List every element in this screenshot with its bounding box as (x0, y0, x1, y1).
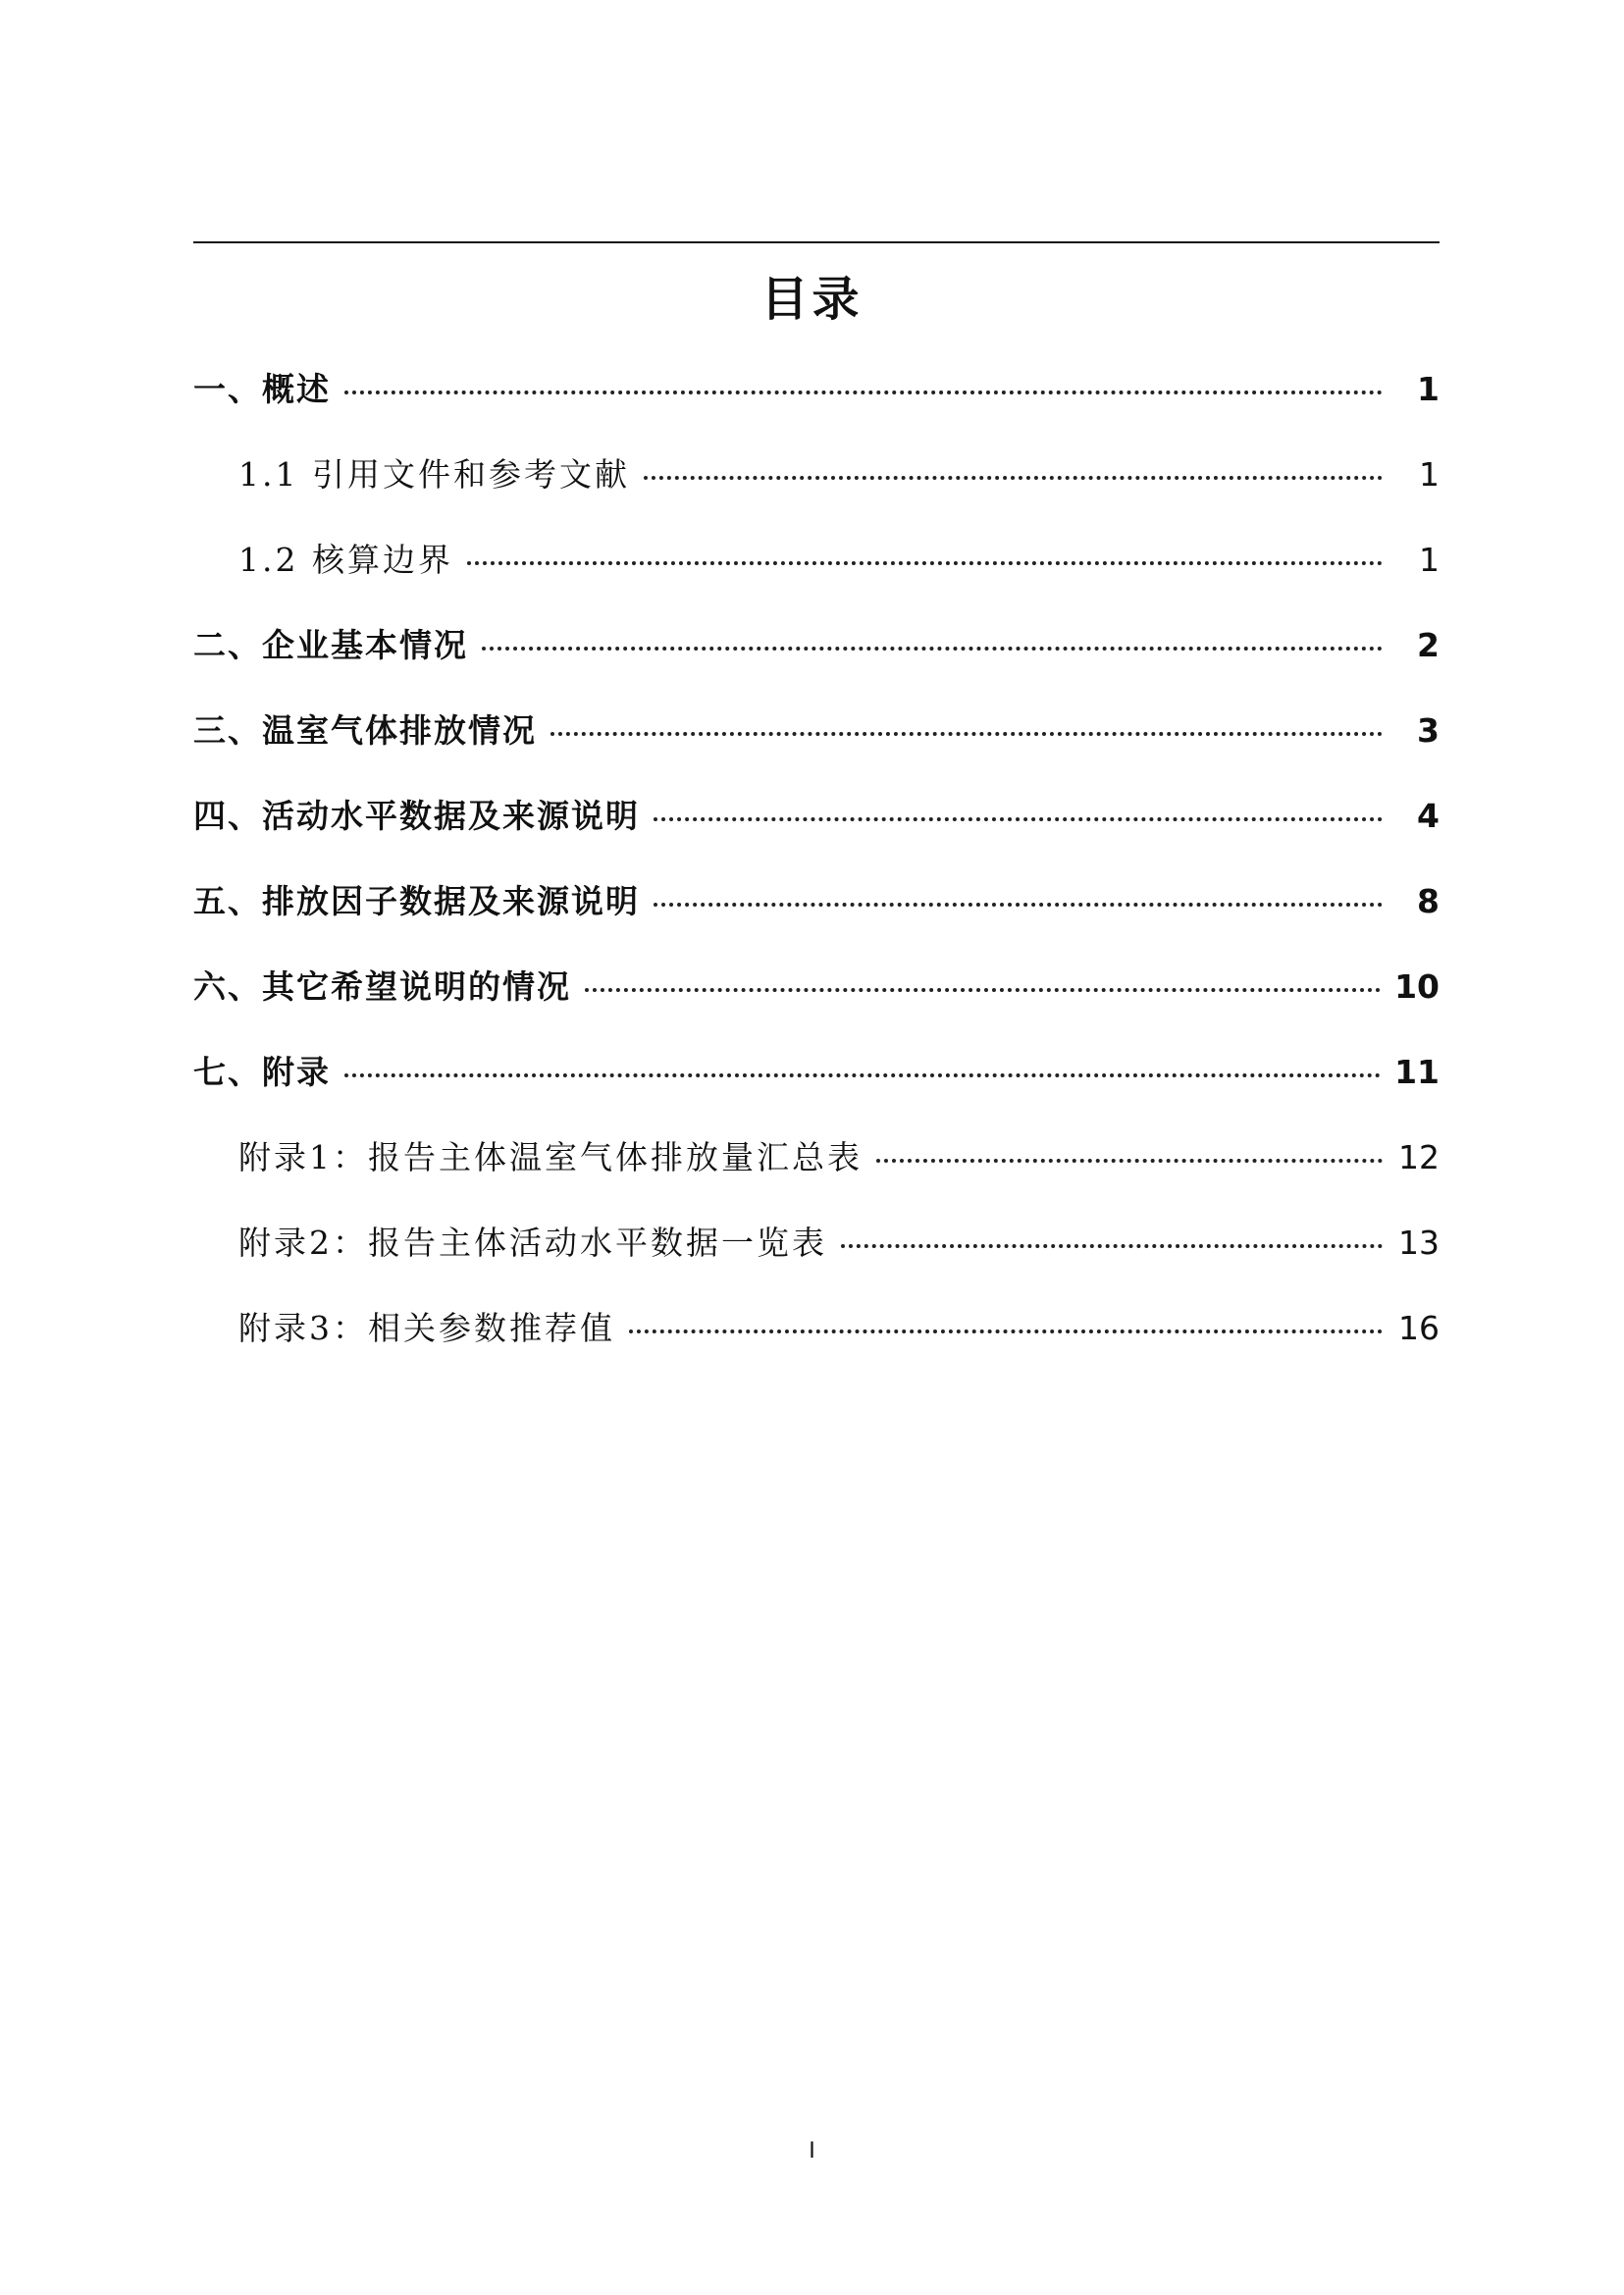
toc-dot-leader (585, 988, 1381, 992)
toc-entry-label: 五、排放因子数据及来源说明 (193, 882, 640, 920)
toc-entry-label: 六、其它希望说明的情况 (193, 967, 571, 1006)
table-of-contents (193, 355, 1440, 1380)
toc-entry-page: 1 (1419, 455, 1440, 494)
toc-entry-appendix-1[interactable] (193, 1123, 1440, 1209)
toc-entry-label: 七、附录 (193, 1053, 331, 1091)
toc-entry-label: 1.1 引用文件和参考文献 (238, 455, 630, 494)
toc-entry-accounting-boundary[interactable] (193, 526, 1440, 611)
toc-entry-page: 16 (1398, 1309, 1440, 1347)
toc-dot-leader (841, 1244, 1383, 1248)
toc-entry-overview[interactable] (193, 355, 1440, 441)
toc-entry-label: 附录1：报告主体温室气体排放量汇总表 (238, 1138, 863, 1176)
toc-entry-other-notes[interactable] (193, 953, 1440, 1038)
toc-dot-leader (344, 391, 1383, 394)
toc-entry-page: 11 (1394, 1053, 1440, 1091)
toc-entry-appendix[interactable] (193, 1038, 1440, 1123)
toc-entry-label: 附录2：报告主体活动水平数据一览表 (238, 1224, 827, 1262)
toc-dot-leader (654, 903, 1383, 907)
toc-entry-page: 13 (1398, 1224, 1440, 1262)
toc-entry-emission-factors[interactable] (193, 867, 1440, 953)
toc-entry-page: 1 (1417, 370, 1440, 408)
toc-entry-label: 1.2 核算边界 (238, 541, 453, 579)
toc-entry-label: 二、企业基本情况 (193, 626, 468, 664)
toc-dot-leader (644, 476, 1383, 480)
toc-entry-page: 12 (1398, 1138, 1440, 1176)
footer-page-number: I (809, 2139, 815, 2164)
toc-dot-leader (876, 1159, 1383, 1163)
toc-entry-page: 10 (1394, 967, 1440, 1006)
toc-entry-references[interactable] (193, 441, 1440, 526)
toc-dot-leader (467, 561, 1383, 565)
toc-dot-leader (654, 817, 1383, 821)
header-rule (193, 241, 1440, 243)
toc-entry-label: 四、活动水平数据及来源说明 (193, 797, 640, 835)
toc-dot-leader (550, 732, 1383, 736)
toc-entry-page: 8 (1417, 882, 1440, 920)
toc-entry-page: 4 (1417, 797, 1440, 835)
toc-entry-page: 3 (1417, 711, 1440, 750)
toc-entry-activity-data[interactable] (193, 782, 1440, 867)
toc-title: 目录 (760, 272, 864, 327)
toc-entry-label: 附录3：相关参数推荐值 (238, 1309, 615, 1347)
toc-entry-ghg-emissions[interactable] (193, 697, 1440, 782)
toc-entry-page: 2 (1417, 626, 1440, 664)
toc-dot-leader (482, 647, 1383, 651)
toc-entry-page: 1 (1419, 541, 1440, 579)
toc-dot-leader (629, 1330, 1383, 1333)
toc-entry-label: 三、温室气体排放情况 (193, 711, 537, 750)
toc-entry-enterprise-info[interactable] (193, 611, 1440, 697)
toc-entry-label: 一、概述 (193, 370, 331, 408)
toc-entry-appendix-3[interactable] (193, 1294, 1440, 1380)
toc-entry-appendix-2[interactable] (193, 1209, 1440, 1294)
toc-dot-leader (344, 1073, 1381, 1077)
